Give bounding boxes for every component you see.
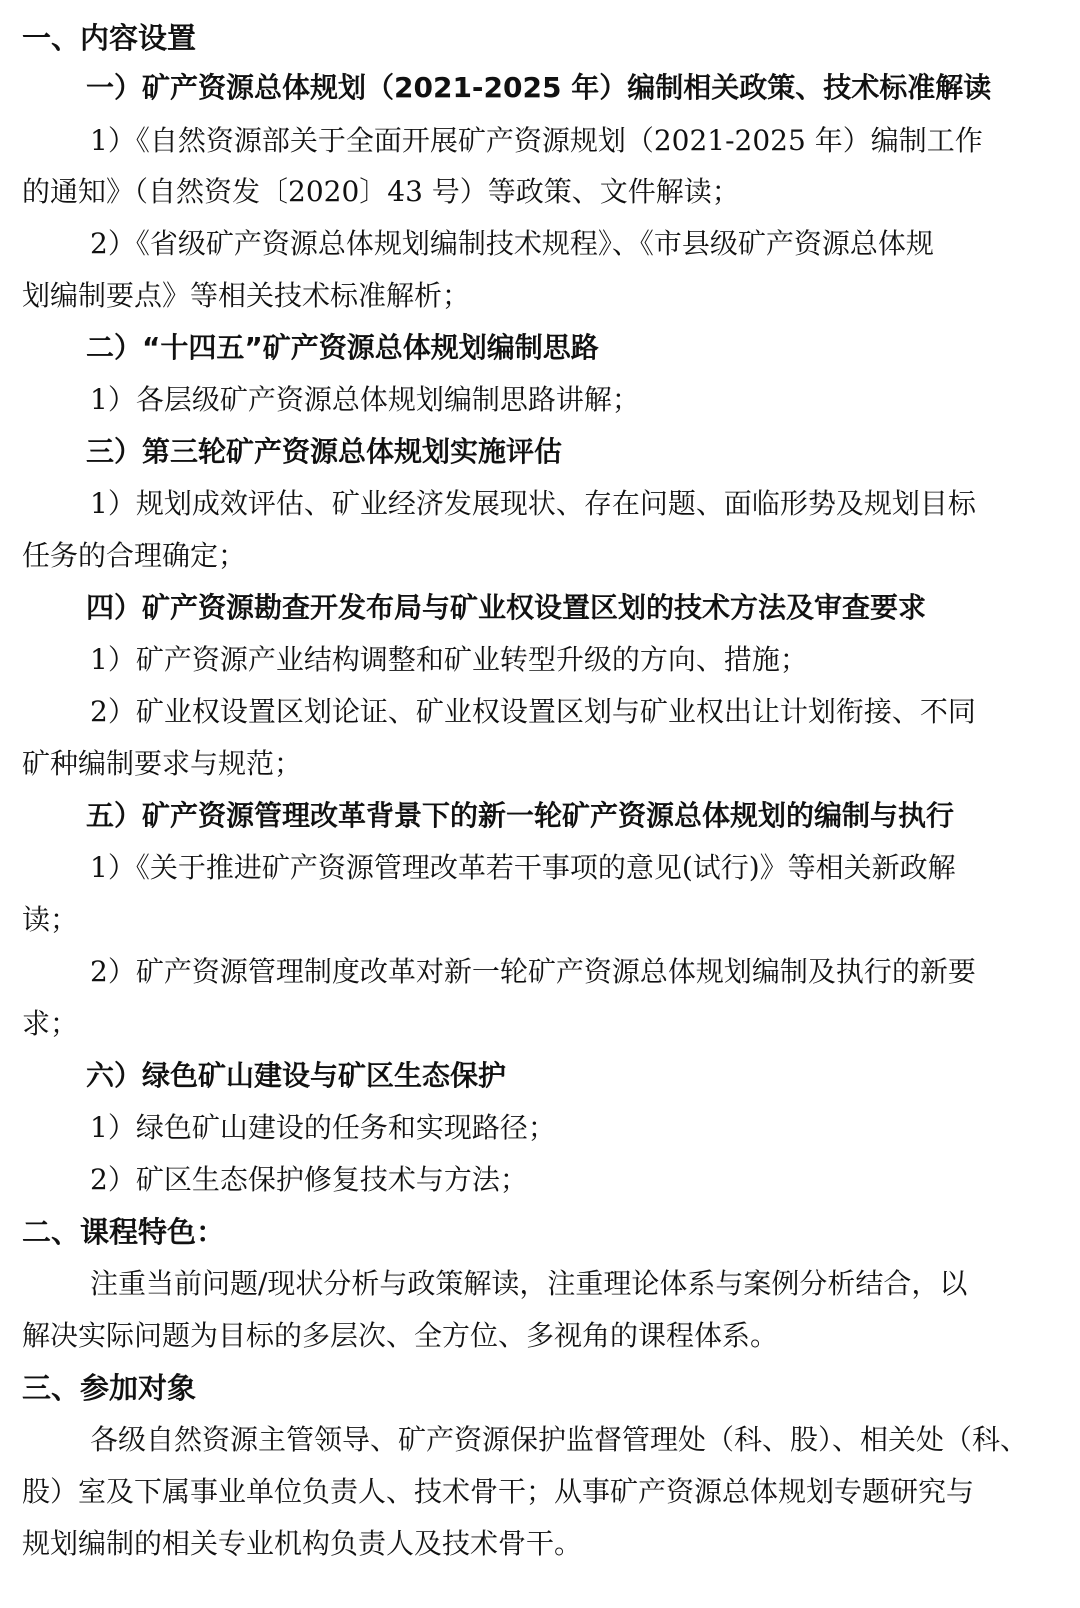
- list-item-text: 1）《自然资源部关于全面开展矿产资源规划（2021-2025 年）编制工作: [90, 124, 983, 157]
- list-item-text: 任务的合理确定；: [22, 539, 247, 572]
- list-item-text: 1）矿产资源产业结构调整和矿业转型升级的方向、措施；: [90, 643, 808, 676]
- subheading-policy-interpretation: 一）矿产资源总体规划（2021-2025 年）编制相关政策、技术标准解读: [86, 71, 992, 104]
- list-item-text: 1）《关于推进矿产资源管理改革若干事项的意见(试行)》等相关新政解: [90, 851, 956, 884]
- list-item-text: 1）各层级矿产资源总体规划编制思路讲解；: [90, 383, 640, 416]
- section-heading-features: 二、课程特色：: [22, 1215, 226, 1249]
- list-item-text: 求；: [22, 1007, 79, 1040]
- list-item-text: 1）规划成效评估、矿业经济发展现状、存在问题、面临形势及规划目标: [90, 487, 976, 520]
- paragraph-text: 股）室及下属事业单位负责人、技术骨干；从事矿产资源总体规划专题研究与: [22, 1475, 975, 1508]
- list-item-text: 矿种编制要求与规范；: [22, 747, 303, 780]
- paragraph-text: 解决实际问题为目标的多层次、全方位、多视角的课程体系。: [22, 1319, 779, 1352]
- paragraph-text: 各级自然资源主管领导、矿产资源保护监督管理处（科、股）、相关处（科、: [90, 1423, 1029, 1456]
- list-item-text: 2）矿业权设置区划论证、矿业权设置区划与矿业权出让计划衔接、不同: [90, 695, 976, 728]
- list-item-text: 读；: [22, 903, 79, 936]
- subheading-management-reform: 五）矿产资源管理改革背景下的新一轮矿产资源总体规划的编制与执行: [86, 799, 955, 832]
- subheading-exploration-layout: 四）矿产资源勘查开发布局与矿业权设置区划的技术方法及审查要求: [86, 591, 927, 624]
- list-item-text: 划编制要点》等相关技术标准解析；: [22, 279, 471, 312]
- list-item-text: 2）矿区生态保护修复技术与方法；: [90, 1163, 528, 1196]
- section-heading-content: 一、内容设置: [22, 21, 197, 55]
- list-item-text: 的通知》（自然资发〔2020〕43 号）等政策、文件解读；: [22, 175, 740, 208]
- paragraph-text: 规划编制的相关专业机构负责人及技术骨干。: [22, 1527, 583, 1560]
- subheading-planning-ideas: 二）“十四五”矿产资源总体规划编制思路: [86, 331, 599, 364]
- paragraph-text: 注重当前问题/现状分析与政策解读，注重理论体系与案例分析结合，以: [90, 1267, 968, 1300]
- list-item-text: 2）《省级矿产资源总体规划编制技术规程》、《市县级矿产资源总体规: [90, 227, 934, 260]
- section-heading-audience: 三、参加对象: [22, 1371, 197, 1405]
- subheading-implementation-evaluation: 三）第三轮矿产资源总体规划实施评估: [86, 435, 563, 468]
- subheading-green-mine: 六）绿色矿山建设与矿区生态保护: [86, 1059, 507, 1092]
- list-item-text: 2）矿产资源管理制度改革对新一轮矿产资源总体规划编制及执行的新要: [90, 955, 976, 988]
- list-item-text: 1）绿色矿山建设的任务和实现路径；: [90, 1111, 556, 1144]
